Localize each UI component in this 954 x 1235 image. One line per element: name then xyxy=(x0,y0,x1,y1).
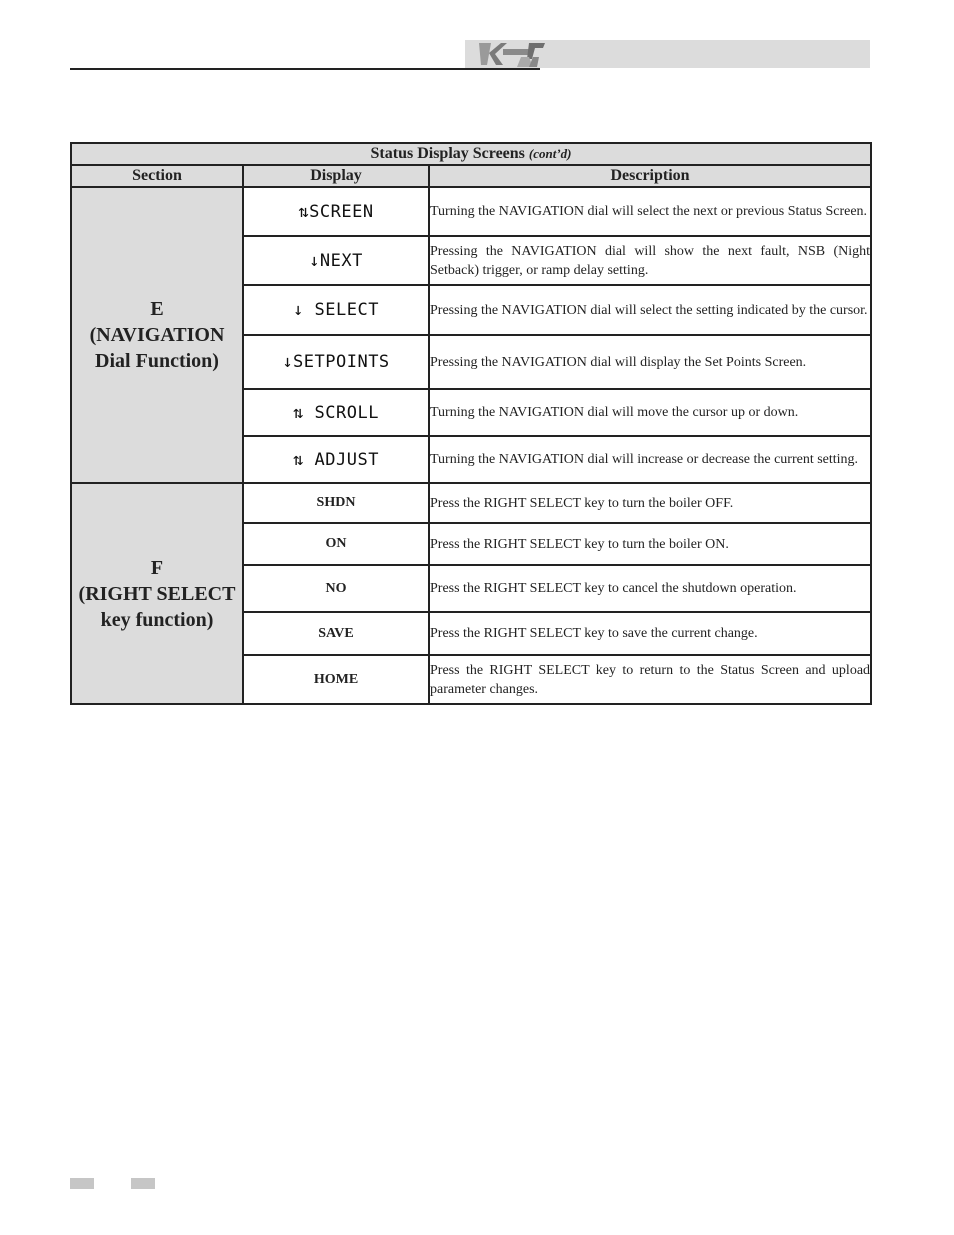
description-cell: Turning the NAVIGATION dial will move the cursor up or down. xyxy=(429,389,871,436)
description-cell: Pressing the NAVIGATION dial will display the Set Points Screen. xyxy=(429,335,871,389)
table-row xyxy=(71,483,871,523)
section-label-line: key function) xyxy=(100,608,214,631)
section-letter: E xyxy=(150,298,164,320)
description-cell: Pressing the NAVIGATION dial will show the next fault, NSB (Night Setback) trigger, or ramp delay setting. xyxy=(429,236,871,285)
lcd-display-text: ↓SETPOINTS xyxy=(282,352,390,372)
display-cell: SHDN xyxy=(243,483,429,523)
table-row xyxy=(71,187,871,236)
display-cell xyxy=(243,187,429,236)
section-label-line: (NAVIGATION xyxy=(89,324,225,346)
table-title-note: (cont’d) xyxy=(528,146,572,161)
display-cell xyxy=(243,436,429,483)
lcd-display-text: ⇅ ADJUST xyxy=(293,449,379,470)
column-header-display: Display xyxy=(243,165,429,187)
column-header-section: Section xyxy=(71,165,243,187)
display-cell: HOME xyxy=(243,655,429,704)
status-display-table xyxy=(70,142,872,705)
section-f-cell xyxy=(71,483,243,704)
description-cell: Press the RIGHT SELECT key to return to the Status Screen and upload parameter changes. xyxy=(429,655,871,704)
display-cell xyxy=(243,389,429,436)
lcd-display-text: ⇅SCREEN xyxy=(298,201,374,222)
section-e-cell xyxy=(71,187,243,483)
table-title xyxy=(71,143,871,165)
description-cell: Turning the NAVIGATION dial will increase or decrease the current setting. xyxy=(429,436,871,483)
column-header-description: Description xyxy=(429,165,871,187)
section-label-line: Dial Function) xyxy=(95,350,219,372)
table-title-text: Status Display Screens xyxy=(370,145,525,162)
description-cell: Press the RIGHT SELECT key to save the current change. xyxy=(429,612,871,655)
description-cell: Press the RIGHT SELECT key to turn the boiler OFF. xyxy=(429,483,871,523)
display-cell xyxy=(243,285,429,335)
description-cell: Turning the NAVIGATION dial will select the next or previous Status Screen. xyxy=(429,187,871,236)
display-cell: ON xyxy=(243,523,429,565)
footer-block-right xyxy=(131,1178,155,1189)
description-cell: Press the RIGHT SELECT key to cancel the shutdown operation. xyxy=(429,565,871,612)
lcd-display-text: ↓NEXT xyxy=(309,250,363,271)
header-rule xyxy=(70,68,540,70)
description-cell: Press the RIGHT SELECT key to turn the boiler ON. xyxy=(429,523,871,565)
display-cell: SAVE xyxy=(243,612,429,655)
display-cell xyxy=(243,236,429,285)
footer-block-left xyxy=(70,1178,94,1189)
section-label-line: (RIGHT SELECT xyxy=(78,582,236,605)
knight-xl-logo xyxy=(477,39,549,69)
lcd-display-text: ↓ SELECT xyxy=(293,300,379,320)
display-cell: NO xyxy=(243,565,429,612)
description-cell: Pressing the NAVIGATION dial will select the setting indicated by the cursor. xyxy=(429,285,871,335)
section-letter: F xyxy=(150,556,164,579)
display-cell xyxy=(243,335,429,389)
lcd-display-text: ⇅ SCROLL xyxy=(293,402,379,423)
